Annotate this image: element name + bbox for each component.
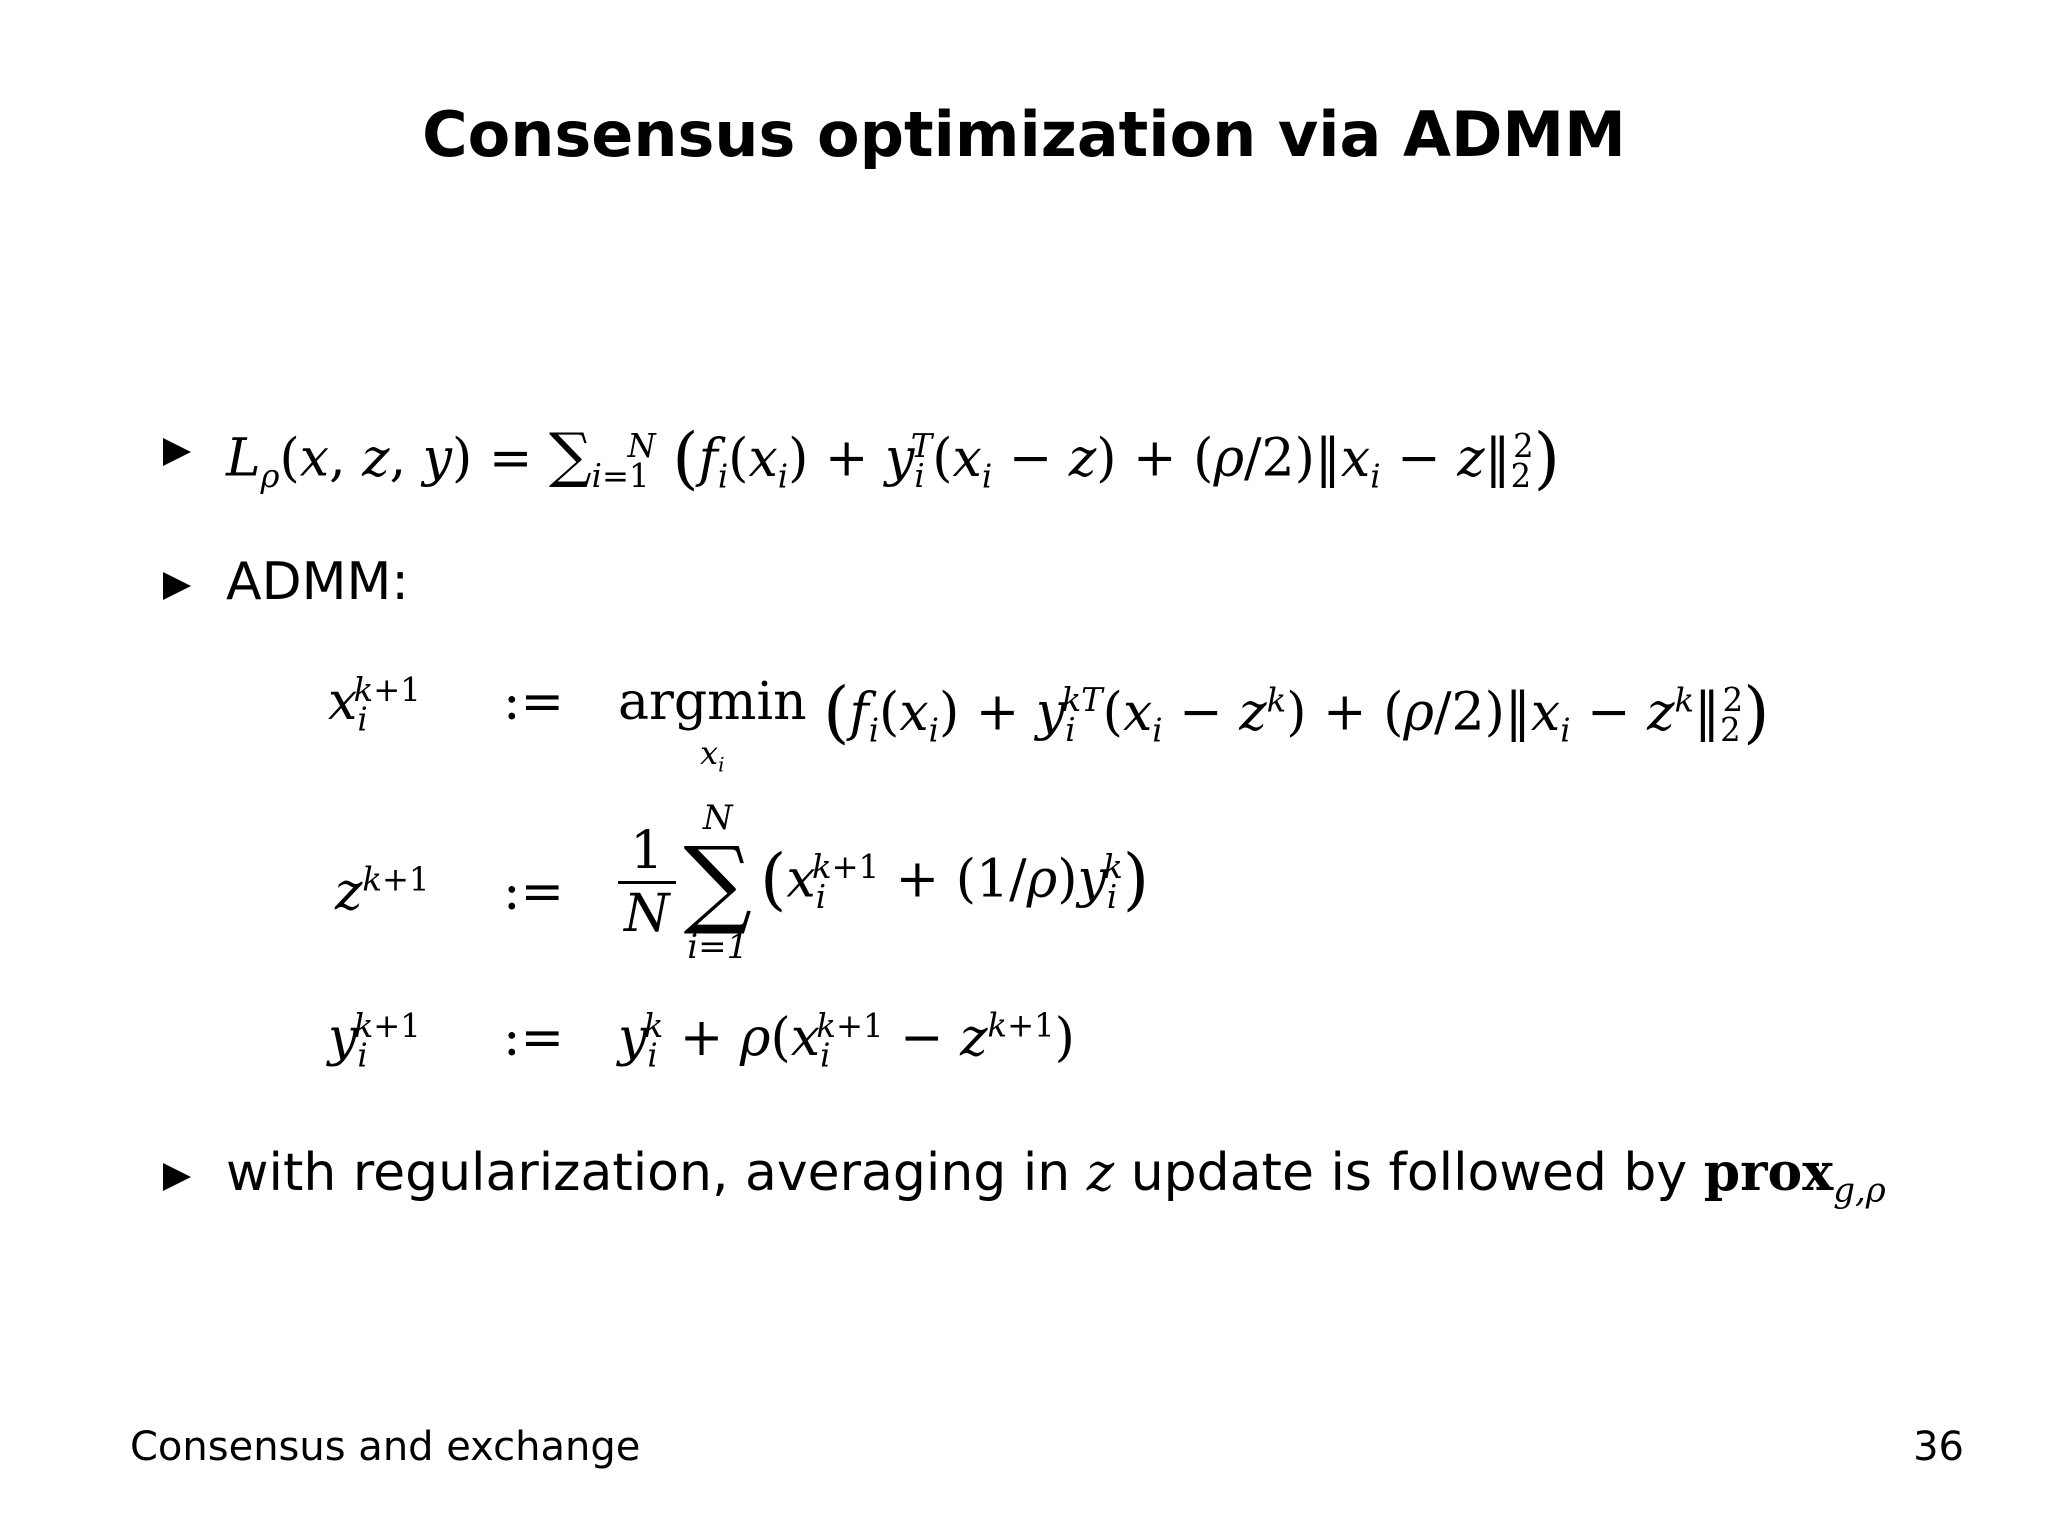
- z-update-rhs: $\frac{1}{N}$ N ∑ i=1 $(x_i^{k+1} + (1/\rho)y_i^k)$: [618, 800, 1149, 966]
- bullet-marker: [163, 438, 191, 466]
- lagrangian-formula: $L_\rho(x$, z, $y) = \sum_{i=1}^N$ ($f_i(x_i) + y_i^T(x_i - z)$ + $(\rho/2)‖x_i$ − $z‖_2^2$): [226, 418, 1560, 497]
- prox-subscript: g,ρ: [1833, 1170, 1886, 1211]
- y-update-lhs: $y_i^{k+1}$: [328, 1006, 421, 1075]
- reg-text-after: update is followed by: [1130, 1143, 1688, 1203]
- bullet-marker: [163, 572, 191, 600]
- z-update-lhs: $z^{k+1}$: [335, 860, 430, 922]
- page-number: 36: [1913, 1424, 1964, 1470]
- footer-section: Consensus and exchange: [130, 1424, 641, 1470]
- slide-title: Consensus optimization via ADMM: [422, 98, 1626, 171]
- x-update-lhs: $x_i^{k+1}$: [328, 670, 421, 739]
- assign-symbol: :=: [503, 672, 565, 732]
- reg-variable: z: [1086, 1143, 1115, 1203]
- assign-symbol: :=: [503, 862, 565, 922]
- assign-symbol: :=: [503, 1008, 565, 1068]
- reg-text-before: with regularization, averaging in: [226, 1143, 1071, 1203]
- prox-operator: prox: [1703, 1142, 1834, 1203]
- admm-label: ADMM:: [226, 552, 409, 612]
- y-update-rhs: $y_i^k + \rho(x_i^{k+1} - z^{k+1})$: [618, 1006, 1075, 1075]
- x-update-rhs: argmin $x_i$ ($f_i(x_i) + y_i^{kT}(x_i - z^k)$ + $(\rho/2)‖x_i$ − $z^k‖_2^2$): [618, 672, 1770, 777]
- bullet-marker: [163, 1163, 191, 1191]
- regularization-note: [226, 1142, 1886, 1211]
